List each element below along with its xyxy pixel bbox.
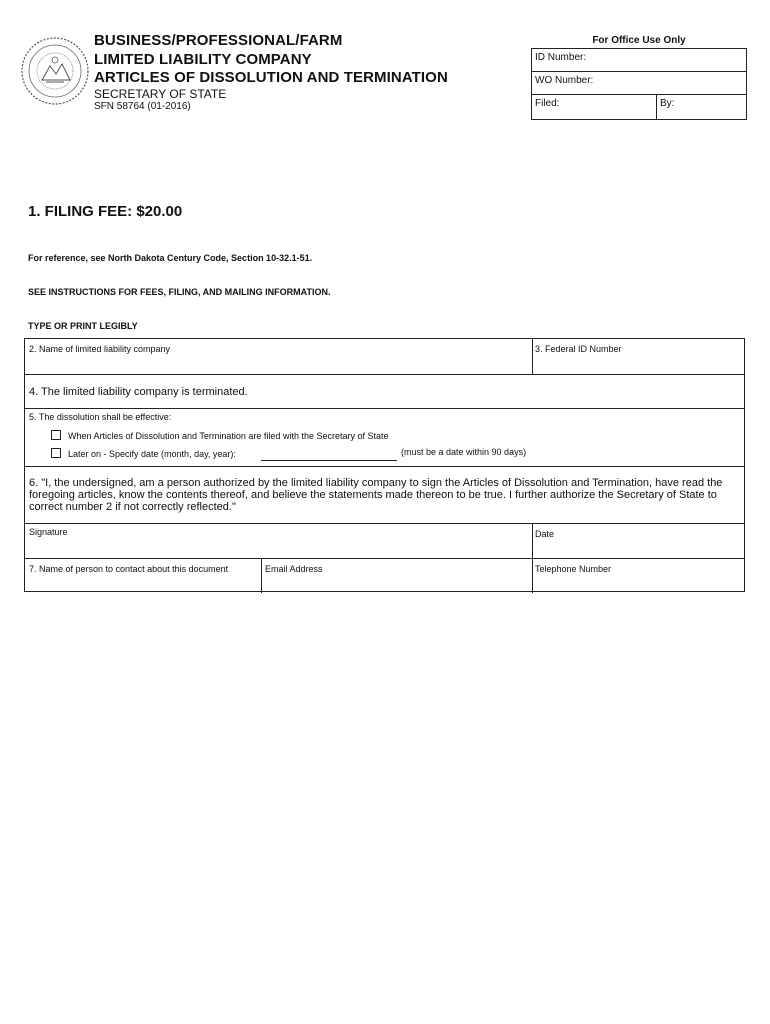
filed-label: Filed:	[535, 98, 560, 109]
office-use-box	[531, 48, 747, 120]
wo-number-field[interactable]	[532, 72, 746, 95]
telephone-label: Telephone Number	[535, 564, 612, 574]
llc-name-label: 2. Name of limited liability company	[29, 344, 171, 354]
wo-number-label: WO Number:	[535, 75, 594, 86]
divider	[25, 374, 744, 375]
telephone-input[interactable]	[533, 559, 744, 592]
signature-input[interactable]	[25, 524, 531, 558]
state-seal-icon	[20, 36, 90, 106]
effective-label: 5. The dissolution shall be effective:	[29, 412, 172, 422]
signature-label: Signature	[29, 527, 68, 537]
contact-name-input[interactable]	[25, 559, 260, 592]
office-divider	[656, 95, 657, 119]
effective-later-checkbox[interactable]	[51, 448, 61, 458]
id-number-field[interactable]	[532, 49, 746, 72]
effective-on-filing-label: When Articles of Dissolution and Termination are filed with the Secretary of State	[68, 431, 389, 441]
later-date-note: (must be a date within 90 days)	[401, 447, 527, 457]
filing-fee-heading: 1. FILING FEE: $20.00	[28, 203, 183, 220]
form-title-line-3: ARTICLES OF DISSOLUTION AND TERMINATION	[94, 69, 448, 86]
federal-id-input[interactable]	[533, 339, 744, 374]
instructions-note: SEE INSTRUCTIONS FOR FEES, FILING, AND MAILING INFORMATION.	[28, 287, 331, 297]
effective-later-label: Later on - Specify date (month, day, year):	[68, 449, 236, 459]
reference-note: For reference, see North Dakota Century Code, Section 10-32.1-51.	[28, 253, 313, 263]
form-title-line-1: BUSINESS/PROFESSIONAL/FARM	[94, 32, 343, 49]
divider	[25, 408, 744, 409]
agency-name: SECRETARY OF STATE	[94, 87, 227, 101]
by-label: By:	[660, 98, 675, 109]
office-use-heading: For Office Use Only	[592, 35, 686, 46]
effective-on-filing-checkbox[interactable]	[51, 430, 61, 440]
email-input[interactable]	[262, 559, 531, 592]
form-title-line-2: LIMITED LIABILITY COMPANY	[94, 51, 312, 68]
federal-id-label: 3. Federal ID Number	[535, 344, 622, 354]
llc-name-input[interactable]	[25, 339, 531, 374]
divider	[25, 466, 744, 467]
contact-name-label: 7. Name of person to contact about this document	[29, 564, 229, 574]
later-date-input[interactable]	[261, 460, 397, 461]
date-input[interactable]	[533, 524, 744, 558]
email-label: Email Address	[265, 564, 323, 574]
filed-field[interactable]	[532, 95, 746, 119]
date-label: Date	[535, 529, 555, 539]
terminated-statement: 4. The limited liability company is terminated.	[29, 386, 248, 398]
id-number-label: ID Number:	[535, 52, 587, 63]
type-legibly-note: TYPE OR PRINT LEGIBLY	[28, 321, 138, 331]
attestation-statement: 6. "I, the undersigned, am a person authorized by the limited liability company to sign the Articles of Dissolution and Termination, have read the foregoing articles, know the contents thereof, and believe the statements made thereon to be true. I further authorize the Secretary of State to correct number 2 if not correctly reflected."	[29, 477, 723, 513]
dissolution-form	[24, 338, 745, 592]
form-number: SFN 58764 (01-2016)	[94, 101, 191, 112]
